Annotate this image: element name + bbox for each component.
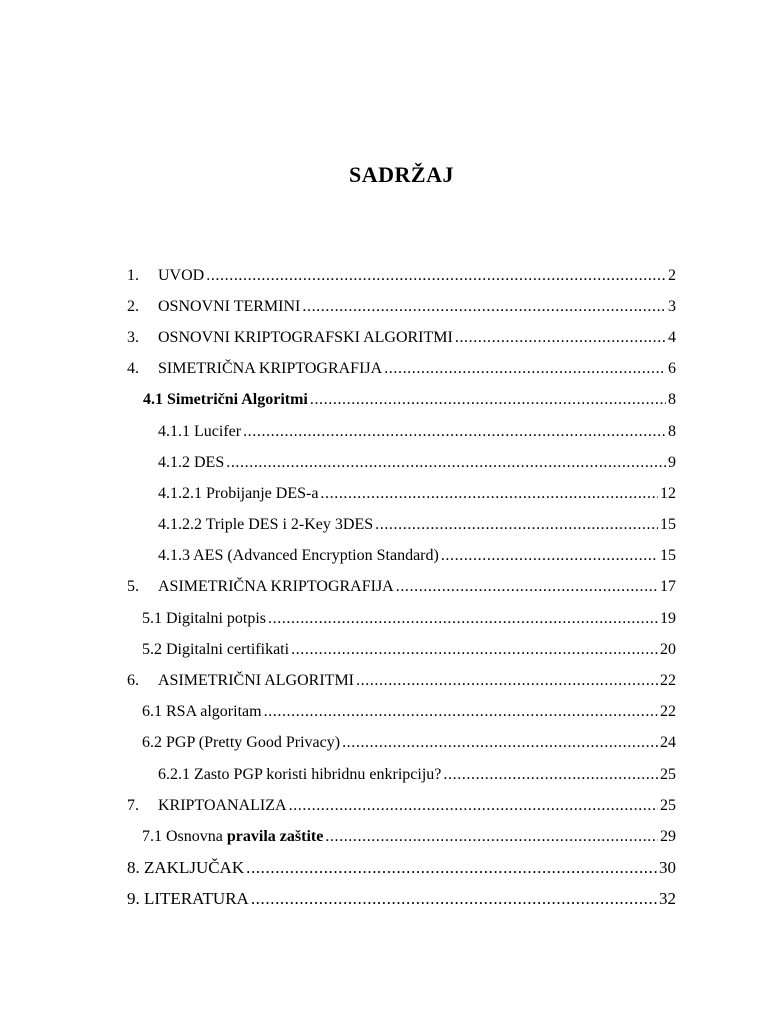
toc-entry-zakljucak[interactable] — [127, 853, 676, 884]
toc-dot-leader — [291, 640, 658, 660]
toc-entry-label: 9. LITERATURA — [127, 889, 249, 909]
table-of-contents — [127, 260, 676, 915]
toc-entry-uvod[interactable] — [127, 260, 676, 291]
toc-entry-number: 5. — [127, 578, 139, 596]
toc-entry-label: 5.2 Digitalni certifikati — [142, 640, 290, 658]
toc-entry-label: 5.1 Digitalni potpis — [142, 609, 266, 627]
toc-dot-leader — [289, 796, 658, 816]
toc-entry-aes[interactable] — [127, 541, 676, 572]
toc-entry-pgp-hibridna-enkripcija[interactable] — [127, 759, 676, 790]
toc-entry-page: 25 — [660, 765, 676, 783]
toc-entry-number: 6. — [127, 672, 139, 690]
toc-entry-des[interactable] — [127, 447, 676, 478]
page-title: SADRŽAJ — [349, 162, 454, 187]
toc-dot-leader — [342, 733, 658, 753]
toc-entry-label: 4.1.2.2 Triple DES i 2-Key 3DES — [158, 516, 374, 534]
toc-entry-number: 4. — [127, 360, 139, 378]
toc-entry-simetricni-algoritmi[interactable] — [127, 385, 676, 416]
toc-entry-digitalni-certifikati[interactable] — [127, 634, 676, 665]
toc-entry-page: 32 — [659, 889, 676, 909]
toc-entry-literatura[interactable] — [127, 884, 676, 915]
toc-entry-label: 4.1.2 DES — [158, 453, 225, 471]
toc-entry-label — [143, 390, 308, 410]
toc-entry-page: 19 — [660, 609, 676, 627]
toc-entry-probijanje-des[interactable] — [127, 478, 676, 509]
toc-entry-page: 30 — [659, 858, 676, 878]
toc-dot-leader — [243, 422, 666, 442]
toc-dot-leader — [375, 515, 658, 535]
toc-entry-page: 15 — [660, 547, 676, 565]
toc-entry-label: OSNOVNI KRIPTOGRAFSKI ALGORITMI — [158, 328, 453, 346]
toc-entry-page: 15 — [660, 516, 676, 534]
toc-entry-number: 1. — [127, 266, 139, 284]
toc-entry-label-bold: pravila zaštite — [226, 827, 324, 845]
toc-entry-label: 4.1.1 Lucifer — [158, 422, 242, 440]
toc-entry-page: 4 — [668, 328, 676, 346]
toc-dot-leader — [325, 827, 658, 847]
toc-entry-label: UVOD — [158, 266, 205, 284]
toc-entry-label: OSNOVNI TERMINI — [158, 297, 301, 315]
toc-entry-label-bold: 4.1 Simetrični Algoritmi — [143, 391, 308, 409]
toc-entry-page: 8 — [668, 391, 676, 409]
toc-entry-rsa-algoritam[interactable] — [127, 697, 676, 728]
toc-entry-page: 9 — [668, 453, 676, 471]
toc-entry-page: 3 — [668, 297, 676, 315]
toc-entry-page: 20 — [660, 640, 676, 658]
toc-entry-label: 6.1 RSA algoritam — [142, 703, 262, 721]
toc-entry-label: 6.2 PGP (Pretty Good Privacy) — [142, 734, 341, 752]
toc-dot-leader — [441, 546, 658, 566]
toc-dot-leader — [310, 390, 666, 410]
toc-entry-page: 24 — [660, 734, 676, 752]
toc-entry-page: 8 — [668, 422, 676, 440]
toc-entry-label: ASIMETRIČNI ALGORITMI — [158, 672, 354, 690]
toc-entry-kriptoanaliza[interactable] — [127, 790, 676, 821]
toc-dot-leader — [302, 297, 666, 317]
toc-entry-page: 29 — [660, 827, 676, 845]
toc-dot-leader — [246, 858, 657, 878]
toc-entry-osnovni-termini[interactable] — [127, 291, 676, 322]
toc-dot-leader — [251, 889, 657, 909]
toc-entry-label: SIMETRIČNA KRIPTOGRAFIJA — [158, 360, 383, 378]
toc-entry-page: 22 — [660, 703, 676, 721]
toc-entry-triple-des[interactable] — [127, 510, 676, 541]
toc-entry-asimetricni-algoritmi[interactable] — [127, 665, 676, 696]
toc-entry-lucifer[interactable] — [127, 416, 676, 447]
toc-dot-leader — [455, 328, 666, 348]
toc-entry-simetricna-kriptografija[interactable] — [127, 354, 676, 385]
toc-entry-osnovni-kriptografski-algoritmi[interactable] — [127, 322, 676, 353]
toc-entry-label: 6.2.1 Zasto PGP koristi hibridnu enkripciju? — [158, 765, 442, 783]
toc-entry-page: 17 — [660, 578, 676, 596]
toc-entry-label: 4.1.2.1 Probijanje DES-a — [158, 484, 319, 502]
toc-entry-pravila-zastite[interactable] — [127, 821, 676, 852]
toc-entry-label: KRIPTOANALIZA — [158, 796, 287, 814]
toc-dot-leader — [356, 671, 658, 691]
toc-dot-leader — [396, 577, 658, 597]
toc-entry-label — [142, 827, 323, 847]
toc-entry-asimetricna-kriptografija[interactable] — [127, 572, 676, 603]
toc-dot-leader — [443, 765, 658, 785]
toc-dot-leader — [264, 702, 658, 722]
toc-entry-label: ASIMETRIČNA KRIPTOGRAFIJA — [158, 578, 394, 596]
toc-entry-label: 4.1.3 AES (Advanced Encryption Standard) — [158, 547, 439, 565]
toc-entry-page: 2 — [668, 266, 676, 284]
toc-dot-leader — [320, 484, 658, 504]
toc-entry-page: 25 — [660, 796, 676, 814]
toc-entry-number: 3. — [127, 328, 139, 346]
toc-entry-page: 22 — [660, 672, 676, 690]
toc-entry-page: 12 — [660, 484, 676, 502]
toc-entry-pgp[interactable] — [127, 728, 676, 759]
toc-entry-digitalni-potpis[interactable] — [127, 603, 676, 634]
toc-entry-label: 8. ZAKLJUČAK — [127, 858, 245, 878]
toc-entry-number: 2. — [127, 297, 139, 315]
toc-dot-leader — [268, 609, 658, 629]
toc-dot-leader — [206, 266, 666, 286]
toc-dot-leader — [384, 359, 666, 379]
toc-entry-number: 7. — [127, 796, 139, 814]
toc-dot-leader — [226, 453, 666, 473]
toc-entry-label-plain: 7.1 Osnovna — [142, 827, 227, 845]
toc-entry-page: 6 — [668, 360, 676, 378]
